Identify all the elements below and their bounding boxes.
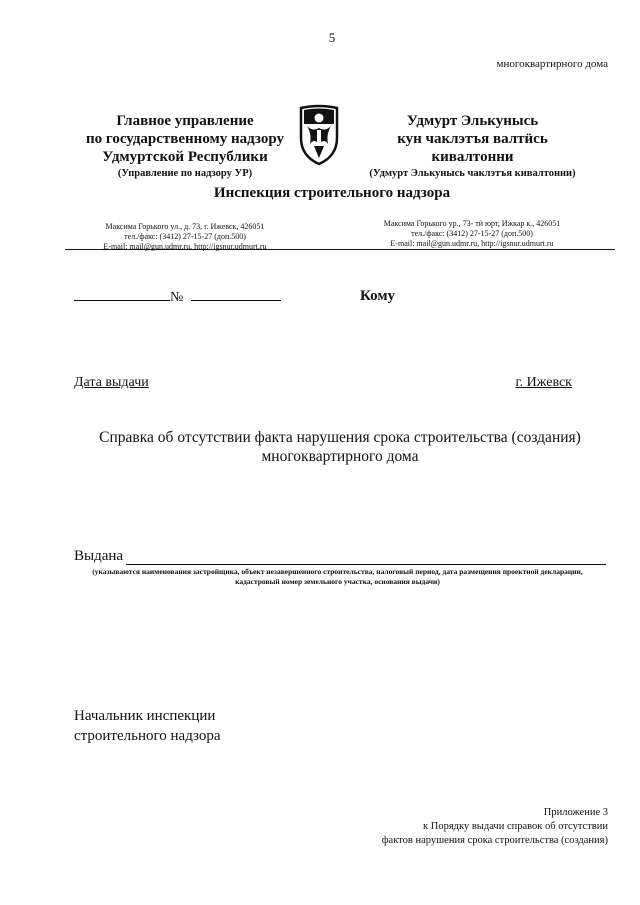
- signatory-line-1: Начальник инспекции: [74, 708, 216, 724]
- issued-to-label: Выдана: [74, 548, 124, 564]
- right-header-line-1: Удмурт Элькунысь: [406, 113, 539, 129]
- appendix-line-3: фактов нарушения срока строительства (создания): [381, 835, 608, 846]
- issued-to-hint-line-1: (указываются наименования застройщика, объект незавершенного строительства, налоговый период, дата размещения проектной декларации,: [92, 567, 583, 576]
- right-header-line-3: кивалтонни: [431, 149, 514, 165]
- document-number-row: [74, 286, 281, 306]
- document-number-blank: [191, 286, 281, 301]
- city-label: г. Ижевск: [515, 375, 572, 390]
- address-right-line-1: Максима Горького ур., 73- тӥ юрт, Ижкар к., 426051: [383, 219, 561, 228]
- certificate-title-line-2: многоквартирного дома: [261, 448, 419, 465]
- appendix-note: [308, 806, 608, 848]
- issue-date-label: Дата выдачи: [74, 375, 149, 390]
- left-header-abbrev: (Управление по надзору УР): [117, 168, 253, 179]
- address-right-line-2: тел./факс: (3412) 27-15-27 (доп.500): [411, 229, 533, 238]
- appendix-line-1: Приложение 3: [543, 807, 608, 818]
- address-left-line-3: E-mail: mail@gun.udmr.ru, http://igsnur.udmurt.ru: [103, 242, 267, 251]
- top-continuation-note: многоквартирного дома: [496, 58, 608, 70]
- left-header-line-2: по государственному надзору: [85, 131, 285, 147]
- issued-to-hint-line-2: кадастровый номер земельного участка, основания выдачи): [235, 577, 440, 586]
- address-left-line-2: тел./факс: (3412) 27-15-27 (доп.500): [124, 232, 246, 241]
- issued-to-hint: [60, 567, 615, 587]
- certificate-title: [60, 428, 620, 466]
- signatory-line-2: строительного надзора: [74, 728, 221, 744]
- address-left: [65, 222, 305, 252]
- page-number: 5: [328, 30, 336, 45]
- left-header-block: [60, 112, 310, 182]
- left-header-line-1: Главное управление: [116, 113, 254, 129]
- header-divider: [65, 249, 615, 250]
- issued-to-blank-line: [126, 564, 606, 565]
- right-header-line-2: кун чаклэтъя валтӥсь: [397, 131, 548, 147]
- right-header-block: [345, 112, 600, 182]
- left-header-line-3: Удмуртской Республики: [102, 149, 268, 165]
- inspection-title: Инспекция строительного надзора: [213, 185, 451, 201]
- document-date-blank: [74, 286, 170, 301]
- address-right-line-3: E-mail: mail@gun.udmr.ru, http://igsnur.udmurt.ru: [390, 239, 554, 248]
- address-right: [352, 219, 592, 249]
- udmurt-coat-of-arms-icon: [296, 104, 342, 171]
- recipient-label: Кому: [360, 288, 396, 304]
- number-sign: №: [170, 290, 184, 305]
- certificate-title-line-1: Справка об отсутствии факта нарушения срока строительства (создания): [99, 429, 581, 446]
- appendix-line-2: к Порядку выдачи справок об отсутствии: [423, 821, 608, 832]
- address-left-line-1: Максима Горького ул., д. 73, г. Ижевск, 426051: [105, 222, 265, 231]
- signatory-title: [74, 706, 221, 746]
- right-header-abbrev: (Удмурт Элькунысь чаклэтъя кивалтонни): [369, 168, 576, 179]
